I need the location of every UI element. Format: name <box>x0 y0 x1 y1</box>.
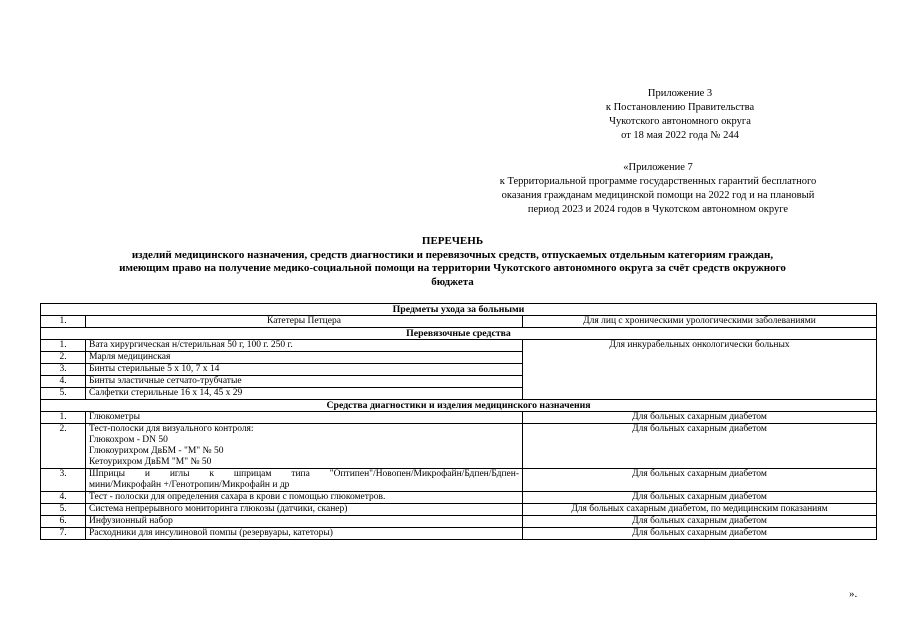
item-category: Для больных сахарным диабетом <box>523 492 877 504</box>
table-row <box>41 412 877 424</box>
table-row <box>41 424 877 469</box>
section-title: Средства диагностики и изделия медицинского назначения <box>41 400 877 412</box>
item-name: Расходники для инсулиновой помпы (резервуары, катеторы) <box>86 528 523 540</box>
item-name-line: Глюкохром - DN 50 <box>89 435 168 445</box>
title-heading: ПЕРЕЧЕНЬ <box>421 235 484 247</box>
item-name-line: Тест-полоски для визуального контроля: <box>89 424 254 434</box>
table-row <box>41 340 877 352</box>
item-name: Бинты стерильные 5 х 10, 7 х 14 <box>86 364 523 376</box>
item-name: Тест - полоски для определения сахара в крови с помощью глюкометров. <box>86 492 523 504</box>
item-category: Для больных сахарным диабетом <box>523 469 877 492</box>
item-name: Бинты эластичные сетчато-трубчатые <box>86 376 523 388</box>
items-table <box>40 303 877 540</box>
title-line: имеющим право на получение медико-социальной помощи на территории Чукотского автономного округа за счёт средств окружного <box>119 262 786 274</box>
row-number: 4. <box>41 376 86 388</box>
item-name: Катетеры Петцера <box>86 316 523 328</box>
item-category: Для больных сахарным диабетом <box>523 412 877 424</box>
appendix-header <box>580 87 780 143</box>
row-number: 5. <box>41 504 86 516</box>
table-row <box>41 504 877 516</box>
table-row <box>41 516 877 528</box>
item-name: Инфузионный набор <box>86 516 523 528</box>
item-name: Глюкометры <box>86 412 523 424</box>
appendix-7-line: оказания гражданам медицинской помощи на 2022 год и на плановый <box>501 190 815 201</box>
row-number: 6. <box>41 516 86 528</box>
table-row <box>41 492 877 504</box>
item-category: Для больных сахарным диабетом <box>523 424 877 469</box>
section-header-row <box>41 304 877 316</box>
row-number: 3. <box>41 469 86 492</box>
appendix-line: Чукотского автономного округа <box>609 116 751 127</box>
row-number: 1. <box>41 412 86 424</box>
appendix-line: Приложение 3 <box>647 88 713 99</box>
row-number: 2. <box>41 352 86 364</box>
row-number: 1. <box>41 340 86 352</box>
appendix-line: к Постановлению Правительства <box>605 102 755 113</box>
section-header-row <box>41 400 877 412</box>
section-title: Предметы ухода за больными <box>41 304 877 316</box>
table-row <box>41 316 877 328</box>
item-category: Для лиц с хроническими урологическими заболеваниями <box>523 316 877 328</box>
item-name: Салфетки стерильные 16 х 14, 45 х 29 <box>86 388 523 400</box>
title-line: бюджета <box>431 275 474 288</box>
item-name-line: Кетоурихром ДвБМ "М" № 50 <box>89 457 212 467</box>
appendix-7-line: «Приложение 7 <box>623 162 693 173</box>
appendix-line: от 18 мая 2022 года № 244 <box>621 130 739 141</box>
item-name-line: Шприцы и иглы к шприцам типа "Оптипен"/Новопен/Микрофайн/Бдпен/Бдпен- <box>89 469 519 479</box>
item-name <box>86 424 523 469</box>
item-category: Для инкурабельных онкологически больных <box>523 340 877 400</box>
table-row <box>41 469 877 492</box>
title-line: изделий медицинского назначения, средств диагностики и перевязочных средств, отпускаемых отдельным категориям граждан, <box>131 248 774 261</box>
section-header-row <box>41 328 877 340</box>
closing-quote: ». <box>849 588 858 600</box>
item-name-line: Глюкоурихром ДвБМ - "М" № 50 <box>89 446 224 456</box>
item-category: Для больных сахарным диабетом <box>523 516 877 528</box>
row-number: 5. <box>41 388 86 400</box>
row-number: 7. <box>41 528 86 540</box>
table-row <box>41 528 877 540</box>
document-title <box>30 235 875 289</box>
item-name <box>86 469 523 492</box>
item-name-line: мини/Микрофайн +/Генотропин/Микрофайн и др <box>89 480 290 490</box>
row-number: 4. <box>41 492 86 504</box>
item-name: Система непрерывного мониторинга глюкозы (датчики, сканер) <box>86 504 523 516</box>
row-number: 3. <box>41 364 86 376</box>
item-name: Вата хирургическая н/стерильная 50 г, 100 г. 250 г. <box>86 340 523 352</box>
item-category: Для больных сахарным диабетом, по медицинским показаниям <box>523 504 877 516</box>
appendix-7-line: к Территориальной программе государственных гарантий бесплатного <box>499 176 817 187</box>
section-title: Перевязочные средства <box>41 328 877 340</box>
row-number: 2. <box>41 424 86 469</box>
item-category: Для больных сахарным диабетом <box>523 528 877 540</box>
item-name: Марля медицинская <box>86 352 523 364</box>
appendix-7-header <box>446 161 870 217</box>
row-number: 1. <box>41 316 86 328</box>
appendix-7-line: период 2023 и 2024 годов в Чукотском автономном округе <box>527 204 789 215</box>
